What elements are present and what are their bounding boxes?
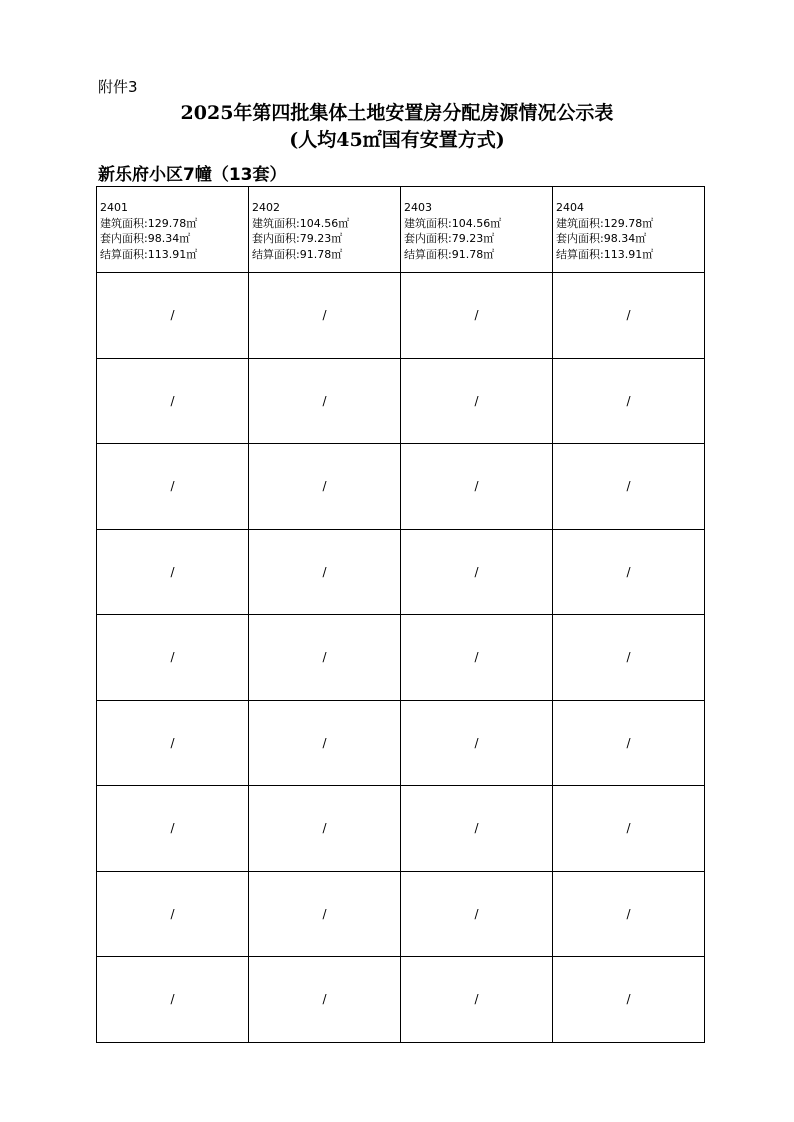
unit-number: 2402 <box>252 201 280 214</box>
empty-slot-cell: / <box>401 358 553 444</box>
empty-slot-cell: / <box>97 615 249 701</box>
inner-area: 套内面积:98.34㎡ <box>100 232 191 245</box>
empty-slot-cell: / <box>97 529 249 615</box>
empty-slot-cell: / <box>553 957 705 1043</box>
table-row <box>97 957 705 1043</box>
empty-slot-cell: / <box>97 273 249 359</box>
unit-cell <box>97 187 249 273</box>
empty-slot-cell: / <box>249 700 401 786</box>
empty-slot-cell: / <box>553 529 705 615</box>
building-area: 建筑面积:104.56㎡ <box>404 216 502 230</box>
empty-slot-cell: / <box>97 444 249 530</box>
empty-slot-cell: / <box>553 358 705 444</box>
attachment-label: 附件3 <box>98 78 138 96</box>
empty-slot-cell: / <box>97 786 249 872</box>
empty-slot-cell: / <box>401 444 553 530</box>
table-row <box>97 700 705 786</box>
unit-number: 2404 <box>556 201 584 214</box>
section-title: 新乐府小区7幢（13套） <box>98 165 287 185</box>
empty-slot-cell: / <box>249 871 401 957</box>
empty-slot-cell: / <box>553 273 705 359</box>
housing-table <box>96 186 705 1043</box>
unit-cell <box>401 187 553 273</box>
building-area: 建筑面积:129.78㎡ <box>100 216 198 230</box>
empty-slot-cell: / <box>249 615 401 701</box>
table-row <box>97 786 705 872</box>
table-row <box>97 358 705 444</box>
empty-slot-cell: / <box>401 871 553 957</box>
unit-number: 2403 <box>404 201 432 214</box>
empty-slot-cell: / <box>249 358 401 444</box>
table-row <box>97 615 705 701</box>
inner-area: 套内面积:79.23㎡ <box>404 232 495 245</box>
empty-slot-cell: / <box>401 615 553 701</box>
table-row <box>97 529 705 615</box>
table-row <box>97 871 705 957</box>
table-row <box>97 444 705 530</box>
empty-slot-cell: / <box>249 444 401 530</box>
empty-slot-cell: / <box>249 529 401 615</box>
empty-slot-cell: / <box>553 615 705 701</box>
empty-slot-cell: / <box>553 786 705 872</box>
settlement-area: 结算面积:91.78㎡ <box>252 247 343 261</box>
inner-area: 套内面积:79.23㎡ <box>252 232 343 245</box>
table-header-row <box>97 187 705 273</box>
empty-slot-cell: / <box>401 700 553 786</box>
empty-slot-cell: / <box>553 871 705 957</box>
settlement-area: 结算面积:113.91㎡ <box>100 247 198 261</box>
building-area: 建筑面积:129.78㎡ <box>556 216 654 230</box>
empty-slot-cell: / <box>249 786 401 872</box>
empty-slot-cell: / <box>249 957 401 1043</box>
page-subtitle: (人均45㎡国有安置方式) <box>289 129 505 151</box>
empty-slot-cell: / <box>97 871 249 957</box>
empty-slot-cell: / <box>97 700 249 786</box>
empty-slot-cell: / <box>401 273 553 359</box>
unit-number: 2401 <box>100 201 128 214</box>
empty-slot-cell: / <box>401 957 553 1043</box>
unit-cell <box>553 187 705 273</box>
settlement-area: 结算面积:91.78㎡ <box>404 247 495 261</box>
settlement-area: 结算面积:113.91㎡ <box>556 247 654 261</box>
inner-area: 套内面积:98.34㎡ <box>556 232 647 245</box>
empty-slot-cell: / <box>553 444 705 530</box>
empty-slot-cell: / <box>553 700 705 786</box>
table-row <box>97 273 705 359</box>
empty-slot-cell: / <box>401 529 553 615</box>
building-area: 建筑面积:104.56㎡ <box>252 216 350 230</box>
empty-slot-cell: / <box>401 786 553 872</box>
page-title: 2025年第四批集体土地安置房分配房源情况公示表 <box>180 102 614 124</box>
unit-cell <box>249 187 401 273</box>
empty-slot-cell: / <box>97 957 249 1043</box>
empty-slot-cell: / <box>249 273 401 359</box>
empty-slot-cell: / <box>97 358 249 444</box>
